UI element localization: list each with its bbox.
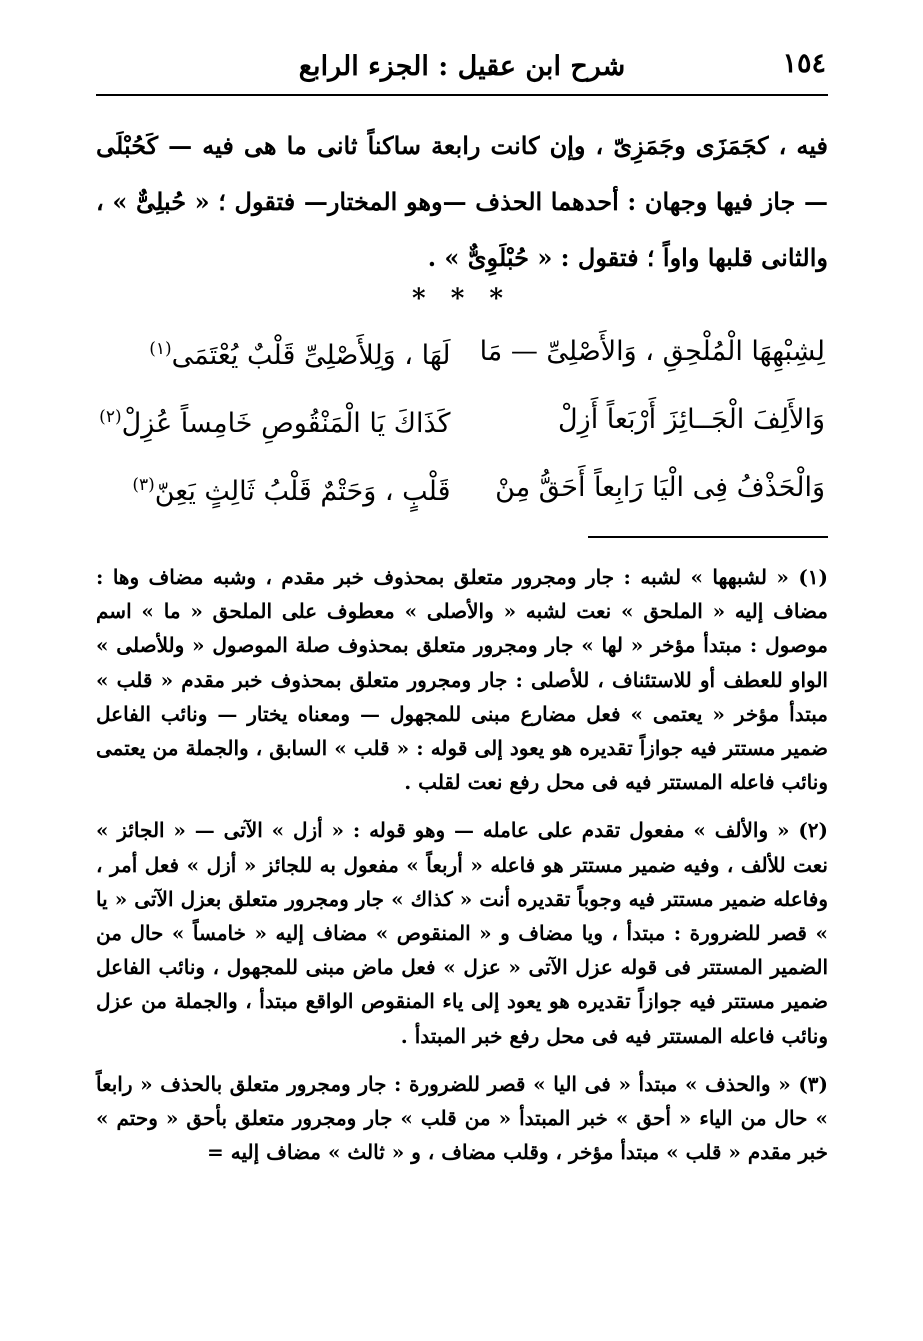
main-text [96,118,828,286]
footnote-number: (١) [798,565,829,589]
verse-first-hemistich: وَالْحَذْفُ فِى الْيَا رَابِعاً أَحَقُّ مِنْ [495,472,825,503]
footnote-number: (٢) [798,818,829,843]
footnote [96,1067,828,1170]
footnote-ref[interactable]: (١) [149,338,172,359]
verse-second-text: قَلْبٍ ، وَحَتْمٌ قَلْبُ ثَالِثٍ يَعِنّ [154,475,451,507]
verse-line [96,318,833,386]
section-separator: * * * [412,284,511,314]
verse-line [96,454,833,522]
verse-first-hemistich: لِشِبْهِهَا الْمُلْحِقِ ، وَالأَصْلِىِّ — مَا [479,336,825,367]
verse-second-hemistich [96,315,471,390]
footnote [96,560,828,799]
footnote-text: « والحذف » مبتدأ « فى اليا » قصر للضرورة : جار ومجرور متعلق بالحذف « رابعاً » حال من الياء « أحق » خبر المبتدأ « من قلب » جار ومجرور متعلق بأحق « وحتم » خبر مقدم « قلب » مبتدأ مؤخر ، وقلب مضاف ، و « ثالث » مضاف إليه = [96,1071,828,1165]
footnote [96,813,828,1052]
verse-second-text: كَذَاكَ يَا الْمَنْقُوصِ خَامِساً عُزِلْ [121,407,451,439]
verse-second-text: لَهَا ، وَلِلأَصْلِىِّ قَلْبٌ يُعْتَمَى [171,339,451,371]
page-number: ١٥٤ [782,48,826,79]
body-paragraph: فيه ، كجَمَزَى وجَمَزِىّ ، وإن كانت رابعة ساكناً ثانى ما هى فيه — كَحُبْلَى — جاز فيها وجهان : أحدهما الحذف —وهو المختار— فتقول ؛ « حُبلِىٌّ » ، والثانى قلبها واواً ؛ فتقول : « حُبْلَوِىٌّ » . [96,131,828,272]
footnote-text: « لشبهها » لشبه : جار ومجرور متعلق بمحذوف خبر مقدم ، وشبه مضاف وها : مضاف إليه « الملحق » نعت لشبه « والأصلى » معطوف على الملحق « ما » اسم موصول : مبتدأ مؤخر « لها » جار ومجرور متعلق بمحذوف صلة الموصول « وللأصلى » الواو للعطف أو للاستئناف ، للأصلى : جار ومجرور متعلق بمحذوف خبر مقدم « قلب » مبتدأ مؤخر « يعتمى » فعل مضارع مبنى للمجهول — ومعناه يختار — ونائب الفاعل ضمير مستتر فيه جوازاً تقديره هو يعود إلى قوله : « قلب » السابق ، والجملة من يعتمى ونائب فاعله المستتر فيه فى محل رفع نعت لقلب . [96,565,828,795]
verse-block [96,318,833,522]
footnote-text: « والألف » مفعول تقدم على عامله — وهو قوله : « أزل » الآتى — « الجائز » نعت للألف ، وفيه ضمير مستتر هو فاعله « أربعاً » مفعول به للجائز « أزل » فعل أمر ، وفاعله ضمير مستتر فيه وجوباً تقديره أنت « كذاك » جار ومجرور متعلق بعزل الآتى « يا » قصر للضرورة : مبتدأ ، ويا مضاف و « المنقوص » مضاف إليه « خامساً » حال من الضمير المستتر فى قوله عزل الآتى « عزل » فعل ماض مبنى للمجهول ، ونائب الفاعل ضمير مستتر فيه جوازاً تقديره هو يعود إلى ياء المنقوص الواقع مبتدأ ، والجملة من عزل ونائب فاعله المستتر فيه فى محل رفع خبر المبتدأ . [96,818,828,1048]
verse-second-hemistich [96,383,471,458]
verse-line [96,386,833,454]
verse-second-hemistich [96,451,471,526]
footnotes [96,560,828,1183]
verse-first-hemistich: وَالأَلِفَ الْجَــائِزَ أَرْبَعاً أَزِلْ [558,404,825,435]
page-header [96,38,828,96]
running-title: شرح ابن عقيل : الجزء الرابع [298,50,626,82]
footnote-divider [588,536,828,538]
footnote-ref[interactable]: (٣) [132,474,155,495]
footnote-number: (٣) [798,1071,829,1096]
footnote-ref[interactable]: (٢) [99,406,122,427]
